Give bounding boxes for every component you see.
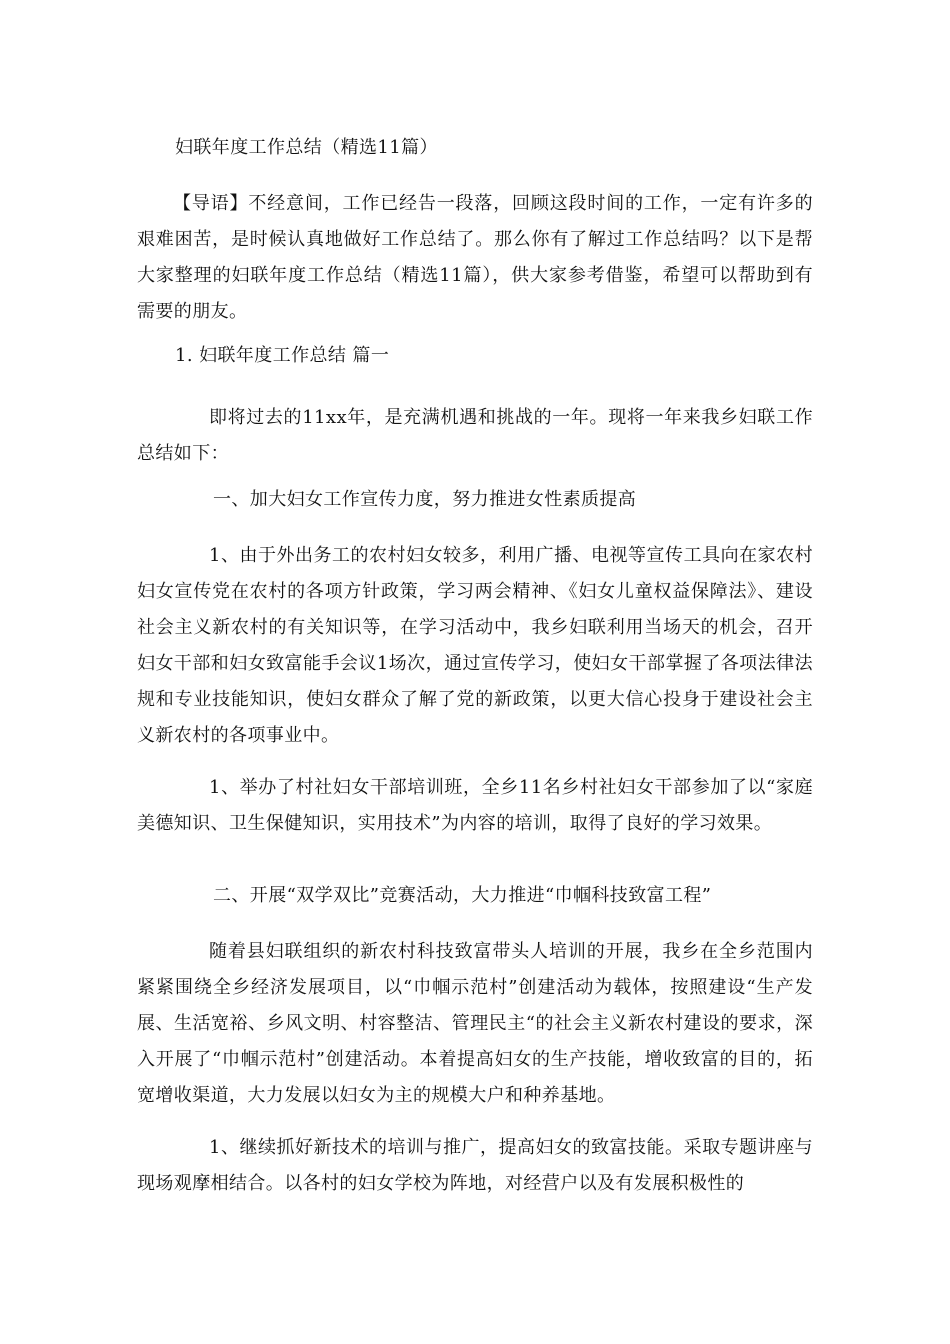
document-title: 妇联年度工作总结（精选11篇）: [175, 137, 438, 158]
intro-paragraph: 【导语】不经意间，工作已经告一段落，回顾这段时间的工作，一定有许多的艰难困苦，是时候认真地做好工作总结了。那么你有了解过工作总结吗？以下是帮大家整理的妇联年度工作总结（精选11篇），供大家参考借鉴，希望可以帮助到有需要的朋友。: [137, 193, 813, 322]
paragraph-2: 1、由于外出务工的农村妇女较多，利用广播、电视等宣传工具向在家农村妇女宣传党在农村的各项方针政策，学习两会精神、《妇女儿童权益保障法》、建设社会主义新农村的有关知识等，在学习活动中，我乡妇联利用当场天的机会，召开妇女干部和妇女致富能手会议1场次，通过宣传学习，使妇女干部掌握了各项法律法规和专业技能知识，使妇女群众了解了党的新政策，以更大信心投身于建设社会主义新农村的各项事业中。: [137, 545, 813, 746]
section-heading-1: 1. 妇联年度工作总结 篇一: [175, 345, 390, 366]
subheading-b: 二、开展“双学双比”竞赛活动，大力推进“巾帼科技致富工程”: [213, 885, 712, 906]
paragraph-1: 即将过去的11xx年，是充满机遇和挑战的一年。现将一年来我乡妇联工作总结如下：: [137, 407, 813, 464]
subheading-a: 一、加大妇女工作宣传力度，努力推进女性素质提高: [213, 489, 637, 510]
paragraph-4: 随着县妇联组织的新农村科技致富带头人培训的开展，我乡在全乡范围内紧紧围绕全乡经济发展项目，以“巾帼示范村”创建活动为载体，按照建设“生产发展、生活宽裕、乡风文明、村容整洁、管理民主“的社会主义新农村建设的要求，深入开展了“巾帼示范村”创建活动。本着提高妇女的生产技能，增收致富的目的，拓宽增收渠道，大力发展以妇女为主的规模大户和种养基地。: [137, 941, 813, 1106]
paragraph-3: 1、举办了村社妇女干部培训班，全乡11名乡村社妇女干部参加了以“家庭美德知识、卫生保健知识，实用技术”为内容的培训，取得了良好的学习效果。: [137, 777, 813, 834]
paragraph-5: 1、继续抓好新技术的培训与推广，提高妇女的致富技能。采取专题讲座与现场观摩相结合。以各村的妇女学校为阵地，对经营户以及有发展积极性的: [137, 1137, 813, 1194]
